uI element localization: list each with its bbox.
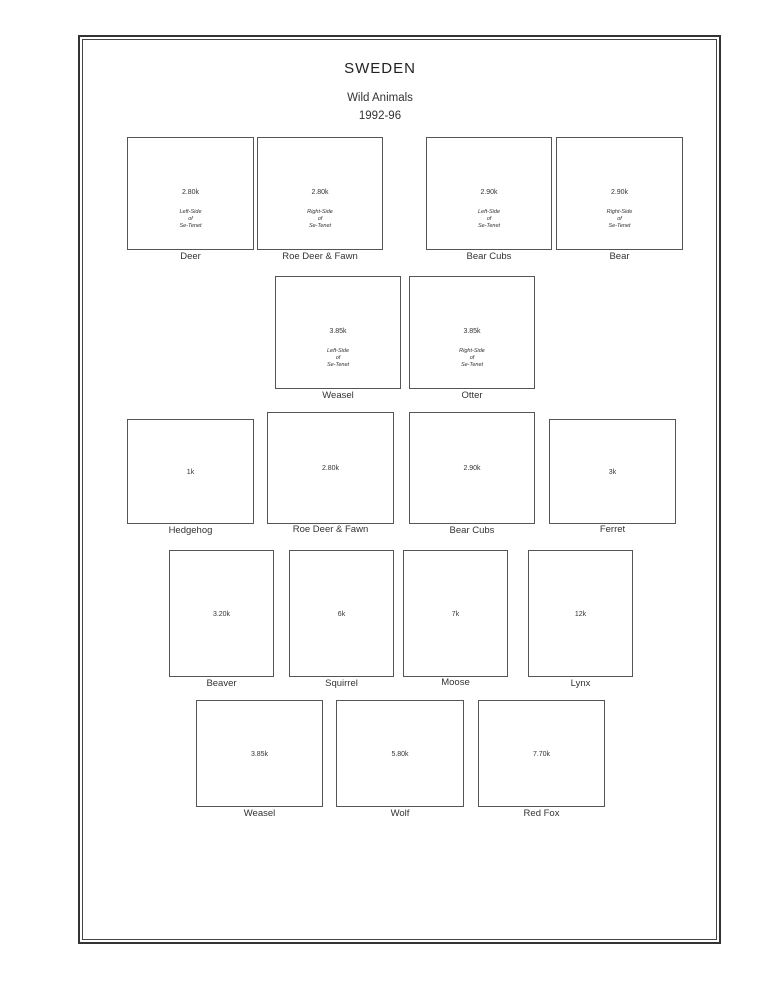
stamp-space <box>127 419 254 524</box>
stamp-caption: Weasel <box>243 808 276 819</box>
stamp-caption: Otter <box>461 390 483 401</box>
stamp-denomination: 6k <box>337 611 346 618</box>
stamp-caption: Roe Deer & Fawn <box>292 524 369 535</box>
stamp-caption: Bear <box>609 251 630 262</box>
stamp-space <box>403 550 508 677</box>
stamp-denomination: 2.90k <box>610 189 629 196</box>
stamp-caption: Wolf <box>390 808 410 819</box>
page-subtitle: Wild Animals <box>347 92 413 104</box>
stamp-denomination: 2.90k <box>463 465 481 472</box>
stamp-caption: Weasel <box>322 390 354 401</box>
stamp-caption: Hedgehog <box>168 525 213 536</box>
stamp-denomination: 3.85k <box>329 328 347 335</box>
stamp-space <box>289 550 394 677</box>
stamp-caption: Deer <box>180 251 201 262</box>
stamp-denomination: 3.20k <box>212 611 231 618</box>
stamp-space <box>478 700 605 807</box>
stamp-denomination: 5.80k <box>391 751 409 758</box>
se-tenant-note: Left-Side of Se-Tenet <box>179 209 202 229</box>
stamp-caption: Roe Deer & Fawn <box>282 251 358 262</box>
stamp-space <box>169 550 274 677</box>
stamp-denomination: 2.80k <box>181 189 200 196</box>
stamp-denomination: 7.70k <box>532 751 551 758</box>
se-tenant-note: Right-Side of Se-Tenet <box>459 348 485 368</box>
stamp-space <box>127 137 254 250</box>
stamp-denomination: 3.85k <box>463 328 481 335</box>
stamp-caption: Beaver <box>206 678 237 689</box>
stamp-space <box>257 137 383 250</box>
stamp-caption: Ferret <box>599 524 626 535</box>
se-tenant-note: Left-Side of Se-Tenet <box>326 348 350 368</box>
stamp-space <box>409 412 535 524</box>
stamp-space <box>426 137 552 250</box>
se-tenant-note: Right-Side of Se-Tenet <box>307 209 333 229</box>
stamp-space <box>275 276 401 389</box>
stamp-space <box>528 550 633 677</box>
stamp-space <box>267 412 394 524</box>
stamp-caption: Red Fox <box>523 808 560 819</box>
se-tenant-note: Left-Side of Se-Tenet <box>477 209 501 229</box>
stamp-caption: Lynx <box>570 678 591 689</box>
stamp-denomination: 1k <box>186 469 195 476</box>
stamp-caption: Squirrel <box>325 678 358 689</box>
stamp-denomination: 3k <box>608 469 617 476</box>
page-years: 1992-96 <box>358 110 402 122</box>
stamp-denomination: 7k <box>451 611 460 618</box>
stamp-space <box>196 700 323 807</box>
stamp-denomination: 2.80k <box>311 189 329 196</box>
stamp-space <box>409 276 535 389</box>
stamp-space <box>556 137 683 250</box>
stamp-denomination: 12k <box>574 611 587 618</box>
stamp-caption: Bear Cubs <box>466 251 512 262</box>
stamp-space <box>336 700 464 807</box>
stamp-caption: Bear Cubs <box>449 525 495 536</box>
page-title: SWEDEN <box>344 60 416 77</box>
stamp-caption: Moose <box>441 677 470 688</box>
stamp-denomination: 3.85k <box>250 751 269 758</box>
stamp-space <box>549 419 676 524</box>
stamp-denomination: 2.80k <box>321 465 340 472</box>
stamp-denomination: 2.90k <box>480 189 498 196</box>
se-tenant-note: Right-Side of Se-Tenet <box>606 209 633 229</box>
